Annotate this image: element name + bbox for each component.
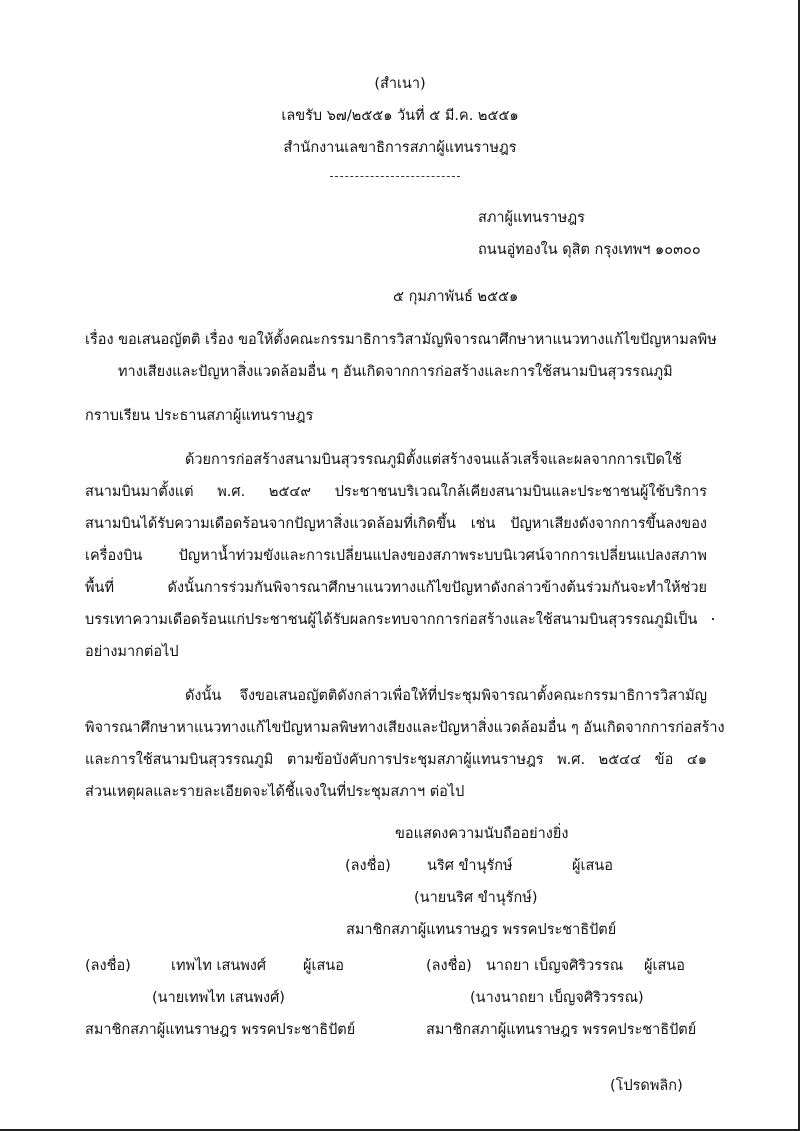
main-full-name: (นายนริศ ขำนุรักษ์) [414, 890, 538, 906]
body-p1-line: สนามบินได้รับความเดือดร้อนจากปัญหาสิ่งแวดล้อมที่เกิดขึ้น เช่น ปัญหาเสียงดังจากการขึ้นลงของ [85, 516, 707, 532]
sender-address: ถนนอู่ทองใน ดุสิต กรุงเทพฯ ๑๐๓๐๐ [478, 242, 701, 258]
sender-org: สภาผู้แทนราษฎร [478, 210, 585, 226]
main-signature: นริศ ขำนุรักษ์ [427, 858, 513, 874]
header-separator [330, 176, 460, 177]
body-p1-line: เครื่องบิน ปัญหาน้ำท่วมขังและการเปลี่ยนแปลงของสภาพระบบนิเวศน์จากการเปลี่ยนแปลงสภาพ [85, 548, 707, 564]
body-p1-line: บรรเทาความเดือดร้อนแก่ประชาชนผู้ได้รับผลกระทบจากการก่อสร้างและใช้สนามบินสุวรรณภูมิเป็น [85, 612, 698, 628]
right-position: สมาชิกสภาผู้แทนราษฎร พรรคประชาธิปัตย์ [426, 1022, 697, 1038]
body-p2-line: และการใช้สนามบินสุวรรณภูมิ ตามข้อบังคับการประชุมสภาผู้แทนราษฎร พ.ศ. ๒๕๔๔ ข้อ ๔๑ [85, 752, 707, 768]
right-sign-label: (ลงชื่อ) [426, 958, 472, 974]
body-p1-line: สนามบินมาตั้งแต่ พ.ศ. ๒๕๔๙ ประชาชนบริเวณใกล้เคียงสนามบินและประชาชนผู้ใช้บริการ [85, 484, 707, 500]
left-role: ผู้เสนอ [303, 958, 344, 974]
body-p2-line: ส่วนเหตุผลและรายละเอียดจะได้ชี้แจงในที่ประชุมสภาฯ ต่อไป [85, 784, 465, 800]
left-sign-label: (ลงชื่อ) [85, 958, 131, 974]
left-signature: เทพไท เสนพงศ์ [171, 958, 267, 974]
right-role: ผู้เสนอ [644, 958, 685, 974]
letter-date: ๕ กุมภาพันธ์ ๒๕๕๑ [393, 289, 519, 305]
office-name: สำนักงานเลขาธิการสภาผู้แทนราษฎร [283, 140, 517, 156]
body-p2-line: พิจารณาศึกษาหาแนวทางแก้ไขปัญหามลพิษทางเสียงและปัญหาสิ่งแวดล้อมอื่น ๆ อันเกิดจากการก่อสร้าง [85, 720, 725, 736]
right-full-name: (นางนาถยา เบ็ญจศิริวรรณ) [470, 990, 644, 1006]
main-position: สมาชิกสภาผู้แทนราษฎร พรรคประชาธิปัตย์ [346, 922, 617, 938]
body-p1-line: ด้วยการก่อสร้างสนามบินสุวรรณภูมิตั้งแต่สร้างจนแล้วเสร็จและผลจากการเปิดใช้ [185, 452, 682, 468]
main-sign-label: (ลงชื่อ) [345, 858, 391, 874]
body-p1-line: พื้นที่ ดังนั้นการร่วมกันพิจารณาศึกษาแนวทางแก้ไขปัญหาดังกล่าวข้างต้นร่วมกันจะทำให้ช่วย [85, 580, 707, 596]
left-position: สมาชิกสภาผู้แทนราษฎร พรรคประชาธิปัตย์ [85, 1022, 356, 1038]
left-full-name: (นายเทพไท เสนพงศ์) [152, 990, 285, 1006]
subject-line-1: เรื่อง ขอเสนอญัตติ เรื่อง ขอให้ตั้งคณะกรรมาธิการวิสามัญพิจารณาศึกษาหาแนวทางแก้ไขปัญหามลพิษ [85, 332, 717, 348]
stray-mark [712, 618, 714, 620]
copy-mark: (สำเนา) [374, 76, 426, 92]
body-p1-line: อย่างมากต่อไป [85, 644, 179, 660]
receipt-line: เลขรับ ๖๗/๒๕๕๑ วันที่ ๕ มี.ค. ๒๕๕๑ [281, 108, 519, 124]
salutation: กราบเรียน ประธานสภาผู้แทนราษฎร [85, 408, 314, 424]
right-signature: นาถยา เบ็ญจศิริวรรณ [486, 958, 624, 974]
main-role: ผู้เสนอ [572, 858, 613, 874]
subject-line-2: ทางเสียงและปัญหาสิ่งแวดล้อมอื่น ๆ อันเกิดจากการก่อสร้างและการใช้สนามบินสุวรรณภูมิ [118, 364, 673, 380]
body-p2-line: ดังนั้น จึงขอเสนอญัตติดังกล่าวเพื่อให้ที่ประชุมพิจารณาตั้งคณะกรรมาธิการวิสามัญ [185, 688, 707, 704]
closing-phrase: ขอแสดงความนับถืออย่างยิ่ง [395, 826, 569, 842]
turn-over-note: (โปรดพลิก) [610, 1078, 683, 1094]
